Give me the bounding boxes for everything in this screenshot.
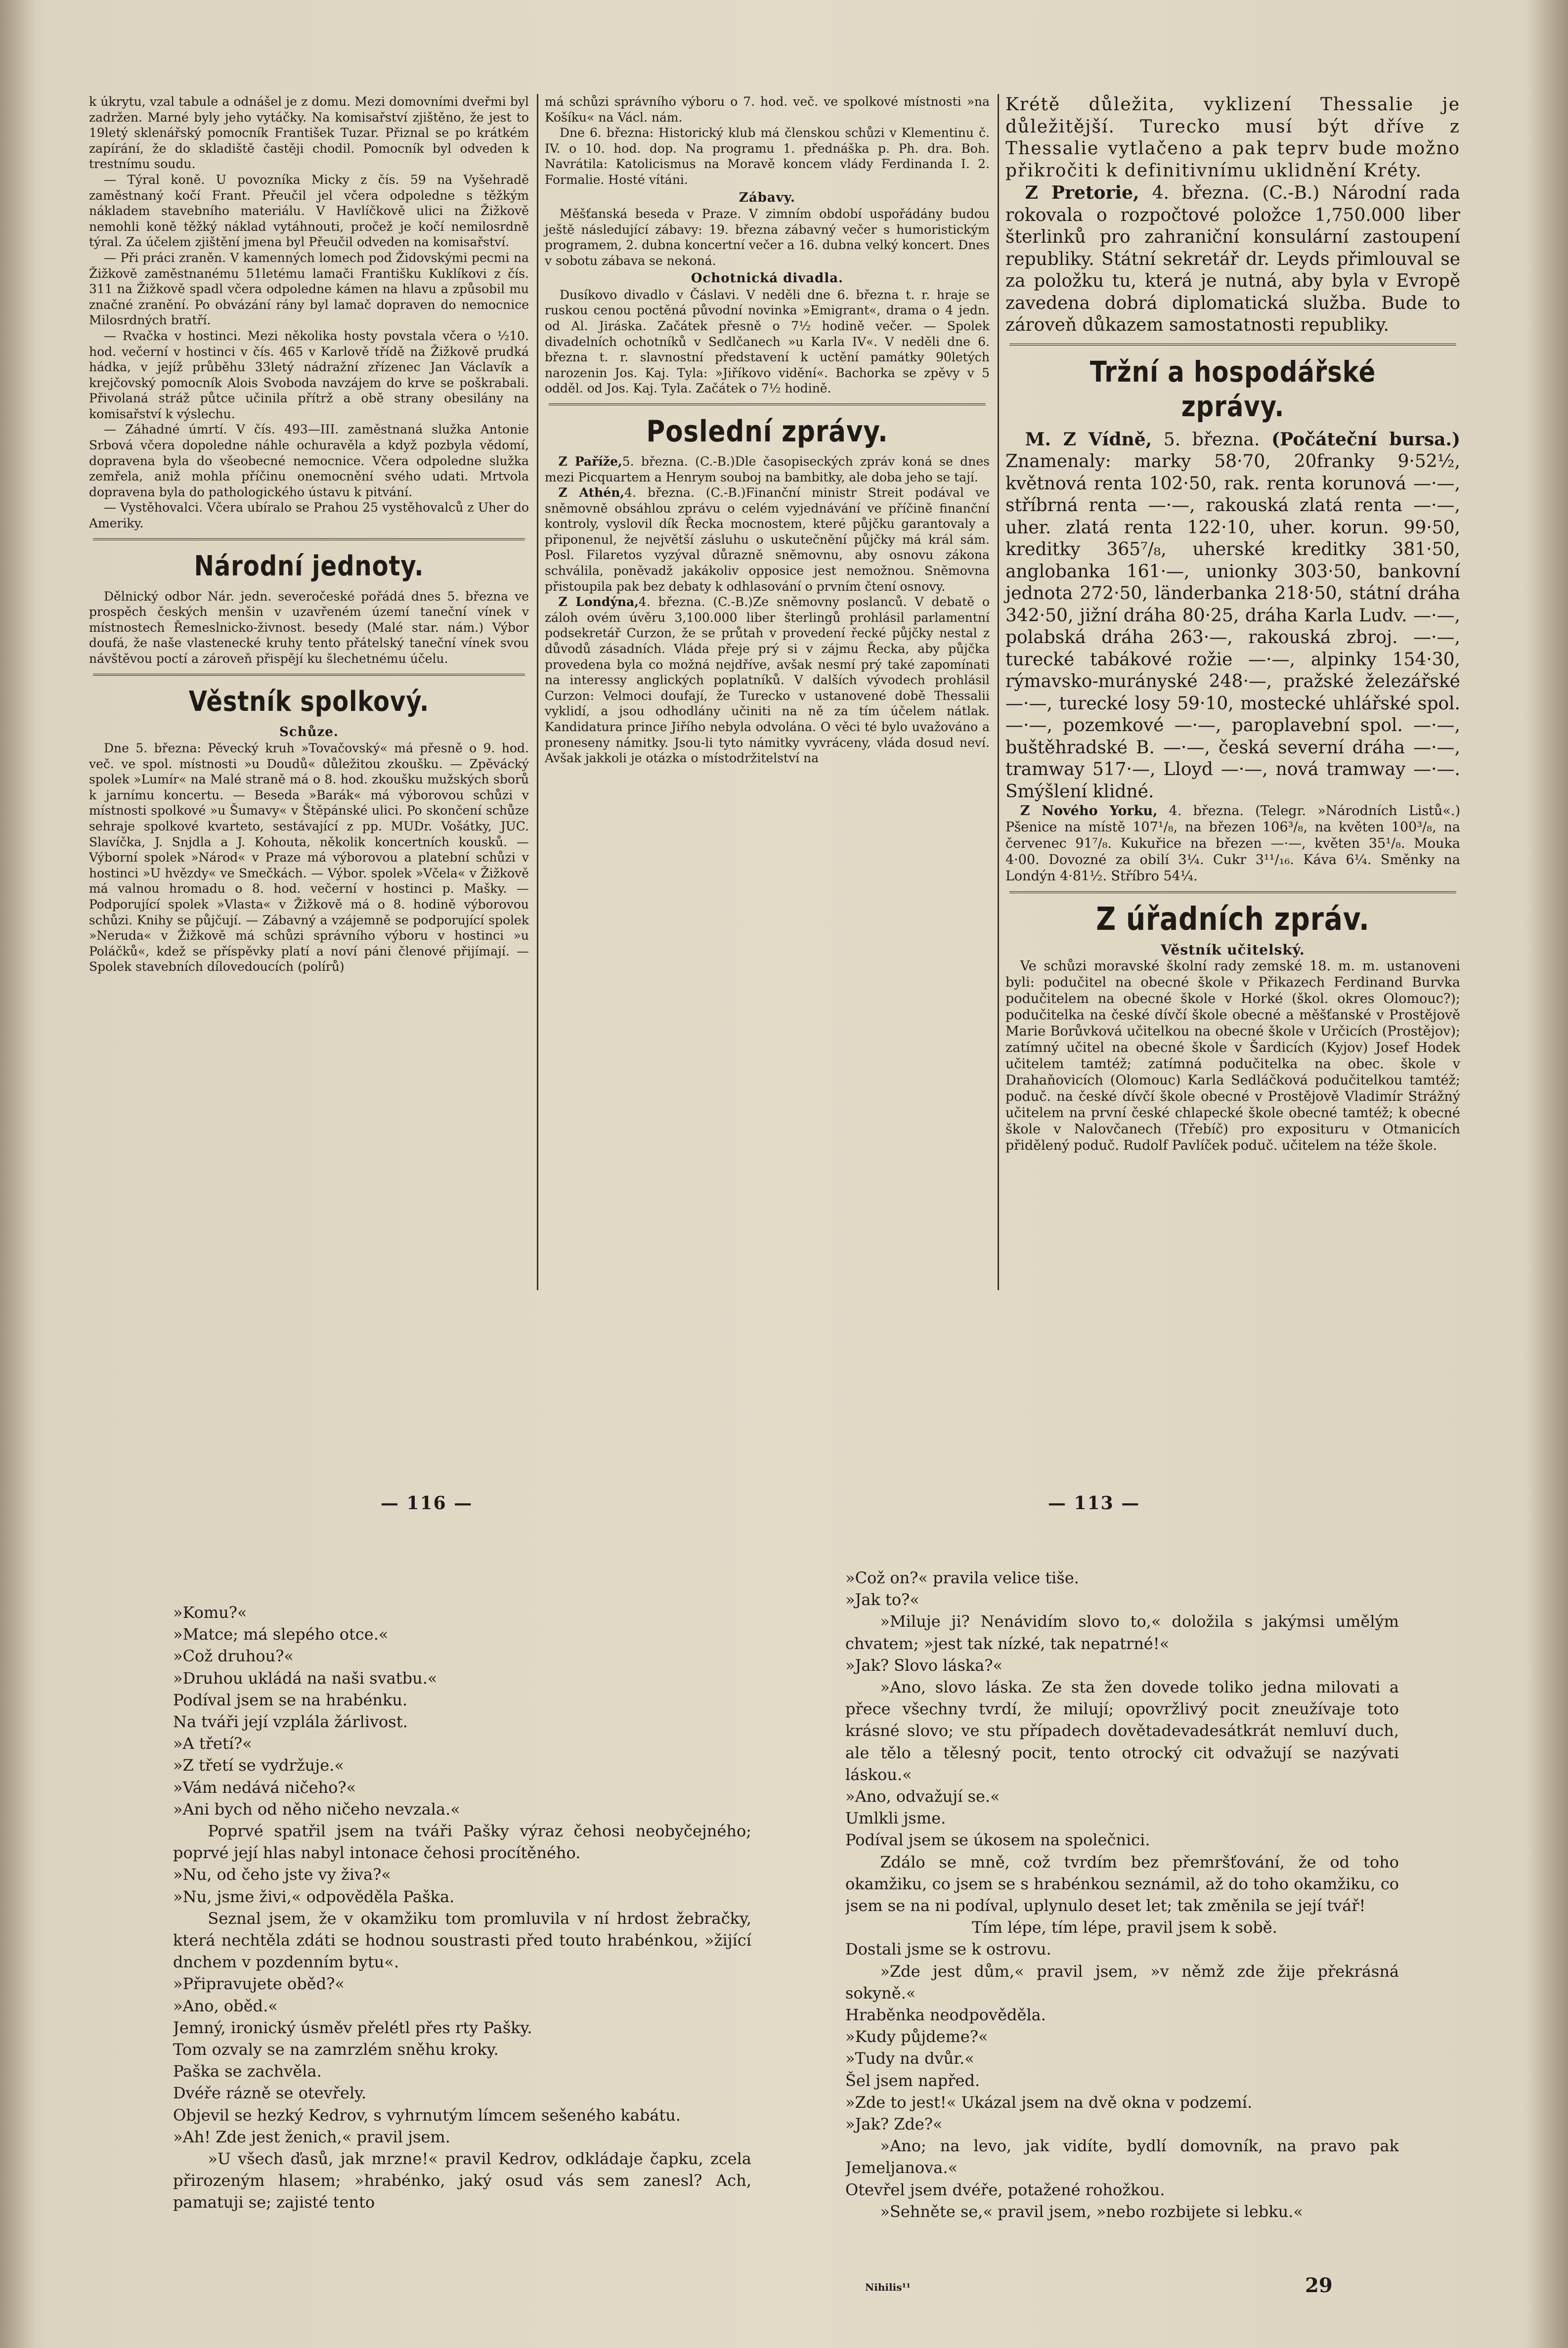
story-right-paragraphs: [845, 1567, 1399, 2222]
posledni-zpravy-list: [545, 454, 990, 766]
report-date: 4. března. (C.-B.): [638, 595, 753, 609]
story-paragraph: Dostali jsme se k ostrovu.: [845, 1940, 1051, 1959]
posledni-zprava-item: [545, 594, 990, 766]
report-date: 5. března. (C.-B.): [622, 454, 735, 469]
section-rule: [549, 403, 986, 405]
story-paragraph: »Tudy na dvůr.«: [845, 2049, 974, 2068]
story-paragraph: »Komu?«: [173, 1603, 247, 1622]
story-paragraph: »Jak to?«: [845, 1590, 919, 1609]
heading-vestnik-spolkovy: Věstník spolkový.: [188, 685, 430, 718]
story-paragraph: Šel jsem napřed.: [845, 2071, 980, 2090]
column-1-paragraphs: [89, 94, 529, 531]
story-paragraph: »Nu, jsme živi,« odpověděla Paška.: [173, 1887, 455, 1906]
folio-left: — 116 —: [381, 1493, 473, 1514]
viden-place: M. Z Vídně,: [1025, 429, 1152, 450]
story-paragraph: Podíval jsem se na hrabénku.: [173, 1690, 408, 1709]
story-paragraph: »Zde to jest!« Ukázal jsem na dvě okna v podzemí.: [845, 2092, 1253, 2112]
story-paragraph: »Jak? Slovo láska?«: [845, 1655, 1003, 1675]
story-paragraph: Zdálo se mně, což tvrdím bez přemršťování, že od toho okamžiku, co jsem se s hrabénkou seznámil, až do toho okamžiku, co jsem se na ni podíval, uplynulo deset let; tak změnila se její tvář!: [845, 1852, 1399, 1915]
report-text: Ze sněmovny poslanců. V debatě o záloh ovém úvěru 3,100.000 liber šterlingů prohlásil parlamentní podsekretář Curzon, že se průtah v provedení řecké půjčky nestal z důvodů zásadních. Vláda přeje prý si v zájmu Řecka, aby půjčka provedena byla co možná nejdříve, avšak nesmí prý také zapomínati na interessy anglických poplatníků. V dalších vývodech prohlásil Curzon: Velmoci doufají, že Turecko v ustanovené době Thessalii vyklidí, a jsou odhodlány učiniti na ně za tím účelem nátlak. Kandidatura prince Jiřího nebyla odvolána. O věci té bylo uvažováno a proneseny námitky. Jsou-li tyto námitky vyvráceny, vláda dosud neví. Avšak jakkoli je otázka o místodržitelství na: [545, 595, 990, 766]
story-paragraph: »Ano, odvažují se.«: [845, 1787, 1000, 1806]
story-paragraph: »Což druhou?«: [173, 1647, 294, 1666]
story-paragraph: Dvéře rázně se otevřely.: [173, 2084, 367, 2103]
story-paragraph: Jemný, ironický úsměv přelétl přes rty Pašky.: [173, 2018, 532, 2037]
viden-report: [1005, 429, 1460, 803]
column-divider: [537, 94, 538, 1290]
column-2-paragraph: má schůzi správního výboru o 7. hod. več. ve spolkové místnosti »na Košíku« na Václ. nám.: [545, 94, 990, 125]
story-paragraph: Na tváři její vzplála žárlivost.: [173, 1712, 408, 1732]
column-2-paragraph: Dne 6. března: Historický klub má členskou schůzi v Klementinu č. IV. o 10. hod. dop. Na programu 1. přednáška p. Ph. dra. Boh. Navrátila: Katolicismus na Moravě koncem vlády Ferdinanda I. 2. Formalie. Hosté vítáni.: [545, 126, 990, 187]
pretoria-place: Z Pretorie,: [1025, 182, 1139, 203]
column-1-paragraph: — Při práci zraněn. V kamenných lomech pod Židovskými pecmi na Žižkově zaměstnanému 51letému lamači Františku Kuklíkovi z čís. 311 na Žižkově spadl včera odpoledne kámen na hlavu a způsobil mu značné zranění. Po obvázání rány byl lamač dopraven do nemocnice Milosrdných bratří.: [89, 250, 529, 328]
story-paragraph: »A třetí?«: [173, 1734, 252, 1753]
report-place: Z Londýna,: [558, 595, 639, 609]
section-rule: [93, 538, 525, 540]
story-paragraph: »Jak? Zde?«: [845, 2115, 943, 2134]
newyork-place: Z Nového Yorku,: [1020, 803, 1158, 819]
report-text: Dle časopiseckých zpráv koná se dnes mezi Picquartem a Henrym souboj na bambitky, ale doba jeho se tají.: [545, 454, 990, 484]
ochotnicka-text: Dusíkovo divadlo v Čáslavi. V neděli dne 6. března t. r. hraje se ruskou cenou poctěná původní novinka »Emigrant«, drama o 4 jedn. od Al. Jiráska. Začátek přesně o 7½ hodině večer. — Spolek divadelních ochotníků v Sedlčanech »u Karla IV«. V neděli dne 6. března t. r. slavnostní představení k uctění památky 90letých narozenin Jos. Kaj. Tyla: »Jiříkovo vidění«. Bachorka se zpěvy v 5 odděl. od Jos. Kaj. Tyla. Začátek o 7½ hodině.: [545, 287, 990, 396]
story-paragraph: »Matce; má slepého otce.«: [173, 1625, 389, 1644]
newyork-report: [1005, 803, 1460, 884]
pretoria-date: 4. března. (C.-B.): [1152, 183, 1320, 203]
posledni-zprava-item: [545, 485, 990, 594]
section-rule: [1009, 891, 1456, 893]
right-edge-shadow: [1528, 0, 1568, 2348]
story-paragraph: Otevřel jsem dvéře, potažené rohožkou.: [845, 2180, 1165, 2199]
report-text: Finanční ministr Streit podával ve sněmovně obsáhlou zprávu o celém vyjednávání ve příčině finanční kontroly, vyslovil dík Řecka mocnostem, které půjčku garantovaly a připonenul, že největší zásluhu o uskutečnění půjčky má král sám. Posl. Filaretos vyzýval důrazně sněmovnu, aby osnovu zákona schválila, poněvadž jakákoliv opposice jest nemožnou. Sněmovna přistoupila pak bez debaty k odhlasování o prvním čtení osnovy.: [545, 485, 990, 594]
section-rule: [1009, 344, 1456, 346]
column-divider: [998, 94, 999, 1290]
column-2-paragraphs: [545, 94, 990, 188]
pretoria-text: Národní rada rokovala o rozpočtové položce 1,750.000 liber šterlinků pro zahraniční konsulární zastoupení republiky. Státní sekretář dr. Leyds přimlouval se za položku tu, která je nutná, aby byla v Evropě zavedena dobrá diplomatická služba. Bude to zároveň důkazem samostatnosti republiky.: [1005, 183, 1461, 335]
story-paragraph: »Ani bych od něho ničeho nevzala.«: [173, 1799, 460, 1819]
column-1-paragraph: k úkrytu, vzal tabule a odnášel je z domu. Mezi domovními dveřmi byl zadržen. Marné byly jeho vytáčky. Na komisařství zjištěno, že jest to 19letý sklenářský pomocník František Tuzar. Přiznal se po krátkém zapírání, že do skladiště častěji chodil. Pomocník byl odveden k trestnímu soudu.: [89, 94, 529, 172]
story-paragraph: »Zde jest dům,« pravil jsem, »v němž zde žije překrásná sokyně.«: [845, 1961, 1399, 2002]
story-paragraph: Tom ozvaly se na zamrzlém sněhu kroky.: [173, 2040, 499, 2059]
story-left-page: [173, 1602, 751, 2294]
story-right-page: [845, 1567, 1399, 2269]
subheading-ochotnicka-divadla: Ochotnická divadla.: [691, 271, 844, 286]
newyork-text: (Telegr. »Národních Listů«.) Pšenice na místě 107¹/₈, na březen 106³/₈, na květen 100³/₈, na červenec 91⁷/₈. Kukuřice na březen —·—, květen 35¹/₈. Mouka 4·00. Dovozné za obilí 3¼. Cukr 3¹¹/₁₆. Káva 6¼. Směnky na Londýn 4·81½. Stříbro 54¼.: [1005, 803, 1460, 884]
subheading-schuze: Schůze.: [279, 724, 339, 739]
column-1-paragraph: — Záhadné úmrtí. V čís. 493—III. zaměstnaná služka Antonie Srbová včera dopoledne náhle ochuravěla a když pozbyla vědomí, dopravena byla do všeobecné nemocnice. Včera odpoledne služka zemřela, aniž mohla příčinu onemocnění svého udati. Mrtvola dopravena byla do pathologického ústavu k pitvání.: [89, 422, 529, 499]
story-paragraph: »Miluje ji? Nenávidím slovo to,« doložila s jakýmsi umělým chvatem; »jest tak nízké, tak nepatrné!«: [845, 1612, 1399, 1653]
subheading-zabavy: Zábavy.: [739, 190, 796, 205]
heading-z-uradnich-zprav: Z úřadních zpráv.: [1096, 901, 1370, 938]
viden-date: 5. března.: [1163, 429, 1260, 450]
story-paragraph: »Z třetí se vydržuje.«: [173, 1756, 344, 1775]
column-3: [1005, 94, 1460, 1330]
folio-right: — 113 —: [1048, 1493, 1140, 1514]
column-2: [545, 94, 990, 1330]
story-paragraph: »U všech ďasů, jak mrzne!« pravil Kedrov, odkládaje čapku, zcela přirozeným hlasem; »hrabénko, jaký osud vás sem zanesl? Ach, pamatuji se; zajisté tento: [173, 2149, 751, 2212]
story-paragraph: »Sehněte se,« pravil jsem, »nebo rozbijete si lebku.«: [880, 2202, 1304, 2221]
ucitelsky-text: Ve schůzi moravské školní rady zemské 18. m. m. ustanoveni byli: podučitel na obecné škole v Přikazech Ferdinand Burvka podučitelem na obecné škole v Horké (škol. okres Olomouc?); podučitelka na české dívčí škole obecné a měšťanské v Prostějově Marie Borůvková učitelkou na obecné škole v Určicích (Prostějov); zatímný učitel na obecné škole v Šardicích (Kyjov) Josef Hodek učitelem tamtéž; zatímná podučitelka na obec. škole v Drahaňovicích (Olomouc) Karla Sedláčková podučitelkou tamtéž; poduč. na české dívčí škole obecné v Prostějově Vladimír Strážný učitelem na první české chlapecké škole obecné tamtéž; k obecné škole v Nalovčanech (Třebíč) pro exposituru v Otmanicích přidělený poduč. Rudolf Pavlíček poduč. učitelem na téže škole.: [1005, 958, 1460, 1154]
story-paragraph: Seznal jsem, že v okamžiku tom promluvila v ní hrdost žebračky, která nechtěla zdáti se hodnou soustrasti před touto hrabénkou, »žijící dnchem v pozdenním bytu«.: [173, 1909, 751, 1972]
printer-signature-mark: Nihilis¹¹: [865, 2281, 911, 2293]
story-paragraph: »Což on?« pravila velice tiše.: [845, 1568, 1079, 1587]
subheading-vestnik-ucitelsky: Věstník učitelský.: [1161, 942, 1305, 958]
top-newspaper-section: [89, 94, 1463, 1330]
column-1-paragraph: — Týral koně. U povozníka Micky z čís. 59 na Vyšehradě zaměstnaný kočí Frant. Přeučil jel včera odpoledne s těžkým nákladem stavebního materiálu. V Havlíčkově ulici na Žižkově nemohli koně těžký náklad vytáhnouti, pročež je kočí nemilosrdně týral. Za účelem zjištění jmena byl Přeučil odveden na komisařství.: [89, 172, 529, 250]
story-paragraph: »Ah! Zde jest ženich,« pravil jsem.: [173, 2127, 450, 2146]
report-date: 4. března. (C.-B.): [624, 485, 746, 500]
story-left-paragraphs: [173, 1602, 751, 2214]
page-number: 29: [1305, 2274, 1333, 2297]
story-paragraph: Tím lépe, tím lépe, pravil jsem k sobě.: [972, 1918, 1277, 1937]
story-paragraph: Podíval jsem se úkosem na společnici.: [845, 1830, 1150, 1850]
thessalie-intro: Krétě důležita, vyklizení Thessalie je důležitější. Turecko musí být dříve z Thessalie vytlačeno a pak teprv bude možno přikročiti k definitivnímu uklidnění Kréty.: [1005, 94, 1460, 181]
story-paragraph: Paška se zachvěla.: [173, 2062, 322, 2081]
section-rule: [93, 674, 525, 676]
story-paragraph: »Kudy půjdeme?«: [845, 2027, 988, 2046]
story-paragraph: »Ano, oběd.«: [173, 1996, 278, 2015]
viden-text: Znamenaly: marky 58·70, 20franky 9·52½, květnová renta 102·50, rak. renta korunová —·—, stříbrná renta —·—, rakouská zlatá renta —·—, uher. zlatá renta 122·10, uher. korun. 99·50, kreditky 365⁷/₈, uherské kreditky 381·50, anglobanka 161·—, unionky 303·50, bankovní jednota 272·50, länderbanka 218·50, státní dráha 342·50, jižní dráha 80·25, dráha Karla Ludv. —·—, polabská dráha 263·—, rakouská zbroj. —·—, turecké tabákové rožie —·—, alpinky 154·30, rýmavsko-murányské 248·—, pražské železářské —·—, turecké losy 59·10, mostecké uhlářské spol. —·—, pozemkové —·—, paroplavební spol. —·—, buštěhradské B. —·—, česká severní dráha —·—, tramway 517·—, Lloyd —·—, nová tramway —·—. Smýšlení klidné.: [1005, 451, 1460, 802]
left-edge-shadow: [0, 0, 35, 2348]
newyork-date: 4. března.: [1169, 803, 1244, 819]
narodni-jednoty-text: Dělnický odbor Nár. jedn. severočeské pořádá dnes 5. března ve prospěch českých menšin v uzavřeném území taneční vínek v místnostech Řemeslnicko-živnost. besedy (Malé star. nám.) Výbor doufá, že naše vlastenecké kruhy tento přátelský taneční vínek svou návštěvou poctí a zároveň přispějí ku šlechetnému účelu.: [89, 589, 529, 666]
story-paragraph: »Druhou ukládá na naši svatbu.«: [173, 1668, 437, 1688]
heading-posledni-zpravy: Poslední zprávy.: [646, 414, 888, 449]
story-paragraph: »Ano; na levo, jak vidíte, bydlí domovník, na pravo pak Jemeljanova.«: [845, 2136, 1399, 2177]
story-paragraph: Poprvé spatřil jsem na tváři Pašky výraz čehosi neobyčejného; poprvé její hlas nabyl intonace čehosi procítěného.: [173, 1822, 751, 1863]
story-paragraph: »Ano, slovo láska. Ze sta žen dovede toliko jedna milovati a přece všechny tvrdí, že milují; opovržlivý pocit zneužívaje toto krásné slovo; ve stu případech dovětadevadesátkrát nemluví duch, ale tělo a tělesný pocit, tento otrocký cit odvažují se nazývati láskou.«: [845, 1678, 1399, 1784]
heading-trzni-zpravy: Tržní a hospodářské zprávy.: [1089, 354, 1376, 423]
column-1-paragraph: — Vystěhovalci. Včera ubíralo se Prahou 25 vystěhovalců z Uher do Ameriky.: [89, 500, 529, 531]
schuze-text: Dne 5. března: Pěvecký kruh »Tovačovský« má přesně o 9. hod. več. ve spol. místnosti »u Doudů« důležitou zkoušku. — Zpěvácký spolek »Lumír« na Malé straně má o 8. hod. zkoušku mužských sborů k jarnímu koncertu. — Beseda »Barák« má výborovou schůzi v místnosti spolkové »u Šumavy« v Štěpánské ulici. Po skončení schůze sehraje spolkové kvarteto, sestávající z pp. MUDr. Vošátky, JUC. Slavíčka, J. Snjdla a J. Kohouta, několik koncertních kousků. — Výborní spolek »Národ« v Praze má výborovou a platební schůzi v hostinci »U hvězdy« ve Smečkách. — Výbor. spolek »Včela« v Žižkově má valnou hromadu o 8. hod. večerní v hostinci p. Mašky. — Podporující spolek »Vlasta« v Žižkově má o 8. hodině výborovou schůzi. Knihy se půjčují. — Zábavný a vzájemně se podporující spolek »Neruda« v Žižkově má schůzi správního výboru v hostinci »u Poláčků«, kdež se příspěvky platí a noví páni členové přijímají. — Spolek stavebních dílovedoucích (polírů): [89, 741, 529, 974]
story-paragraph: »Nu, od čeho jste vy živa?«: [173, 1865, 391, 1884]
pretoria-report: [1005, 182, 1460, 337]
story-paragraph: Umlkli jsme.: [845, 1809, 946, 1828]
story-paragraph: »Vám nedává ničeho?«: [173, 1778, 356, 1797]
viden-label: (Počáteční bursa.): [1271, 429, 1460, 450]
story-paragraph: »Připravujete oběd?«: [173, 1974, 345, 1994]
column-1: [89, 94, 529, 1330]
report-place: Z Athén,: [558, 485, 625, 500]
zabavy-text: Měšťanská beseda v Praze. V zimním období uspořádány budou ještě následující zábavy: 19. března zábavný večer s humoristickým programem, 2. dubna koncertní večer a 16. dubna velký koncert. Dnes v sobotu zábava se nekoná.: [545, 206, 990, 268]
posledni-zprava-item: [545, 454, 990, 485]
story-paragraph: Hraběnka neodpověděla.: [845, 2005, 1046, 2025]
column-1-paragraph: — Rvačka v hostinci. Mezi několika hosty povstala včera o ½10. hod. večerní v hostinci v čís. 465 v Karlově třídě na Žižkově prudká hádka, v jejíž průběhu 33letý nádražní zřízenec Jan Václavík a krejčovský pomocník Alois Svoboda navzájem do krve se poškrabali. Přivolaná stráž půtce učinila přítrž a obě strany obesilány na komisařství k výslechu.: [89, 328, 529, 421]
heading-narodni-jednoty: Národní jednoty.: [194, 550, 424, 582]
story-paragraph: Objevil se hezký Kedrov, s vyhrnutým límcem sešeného kabátu.: [173, 2105, 681, 2125]
report-place: Z Paříže,: [558, 454, 622, 469]
